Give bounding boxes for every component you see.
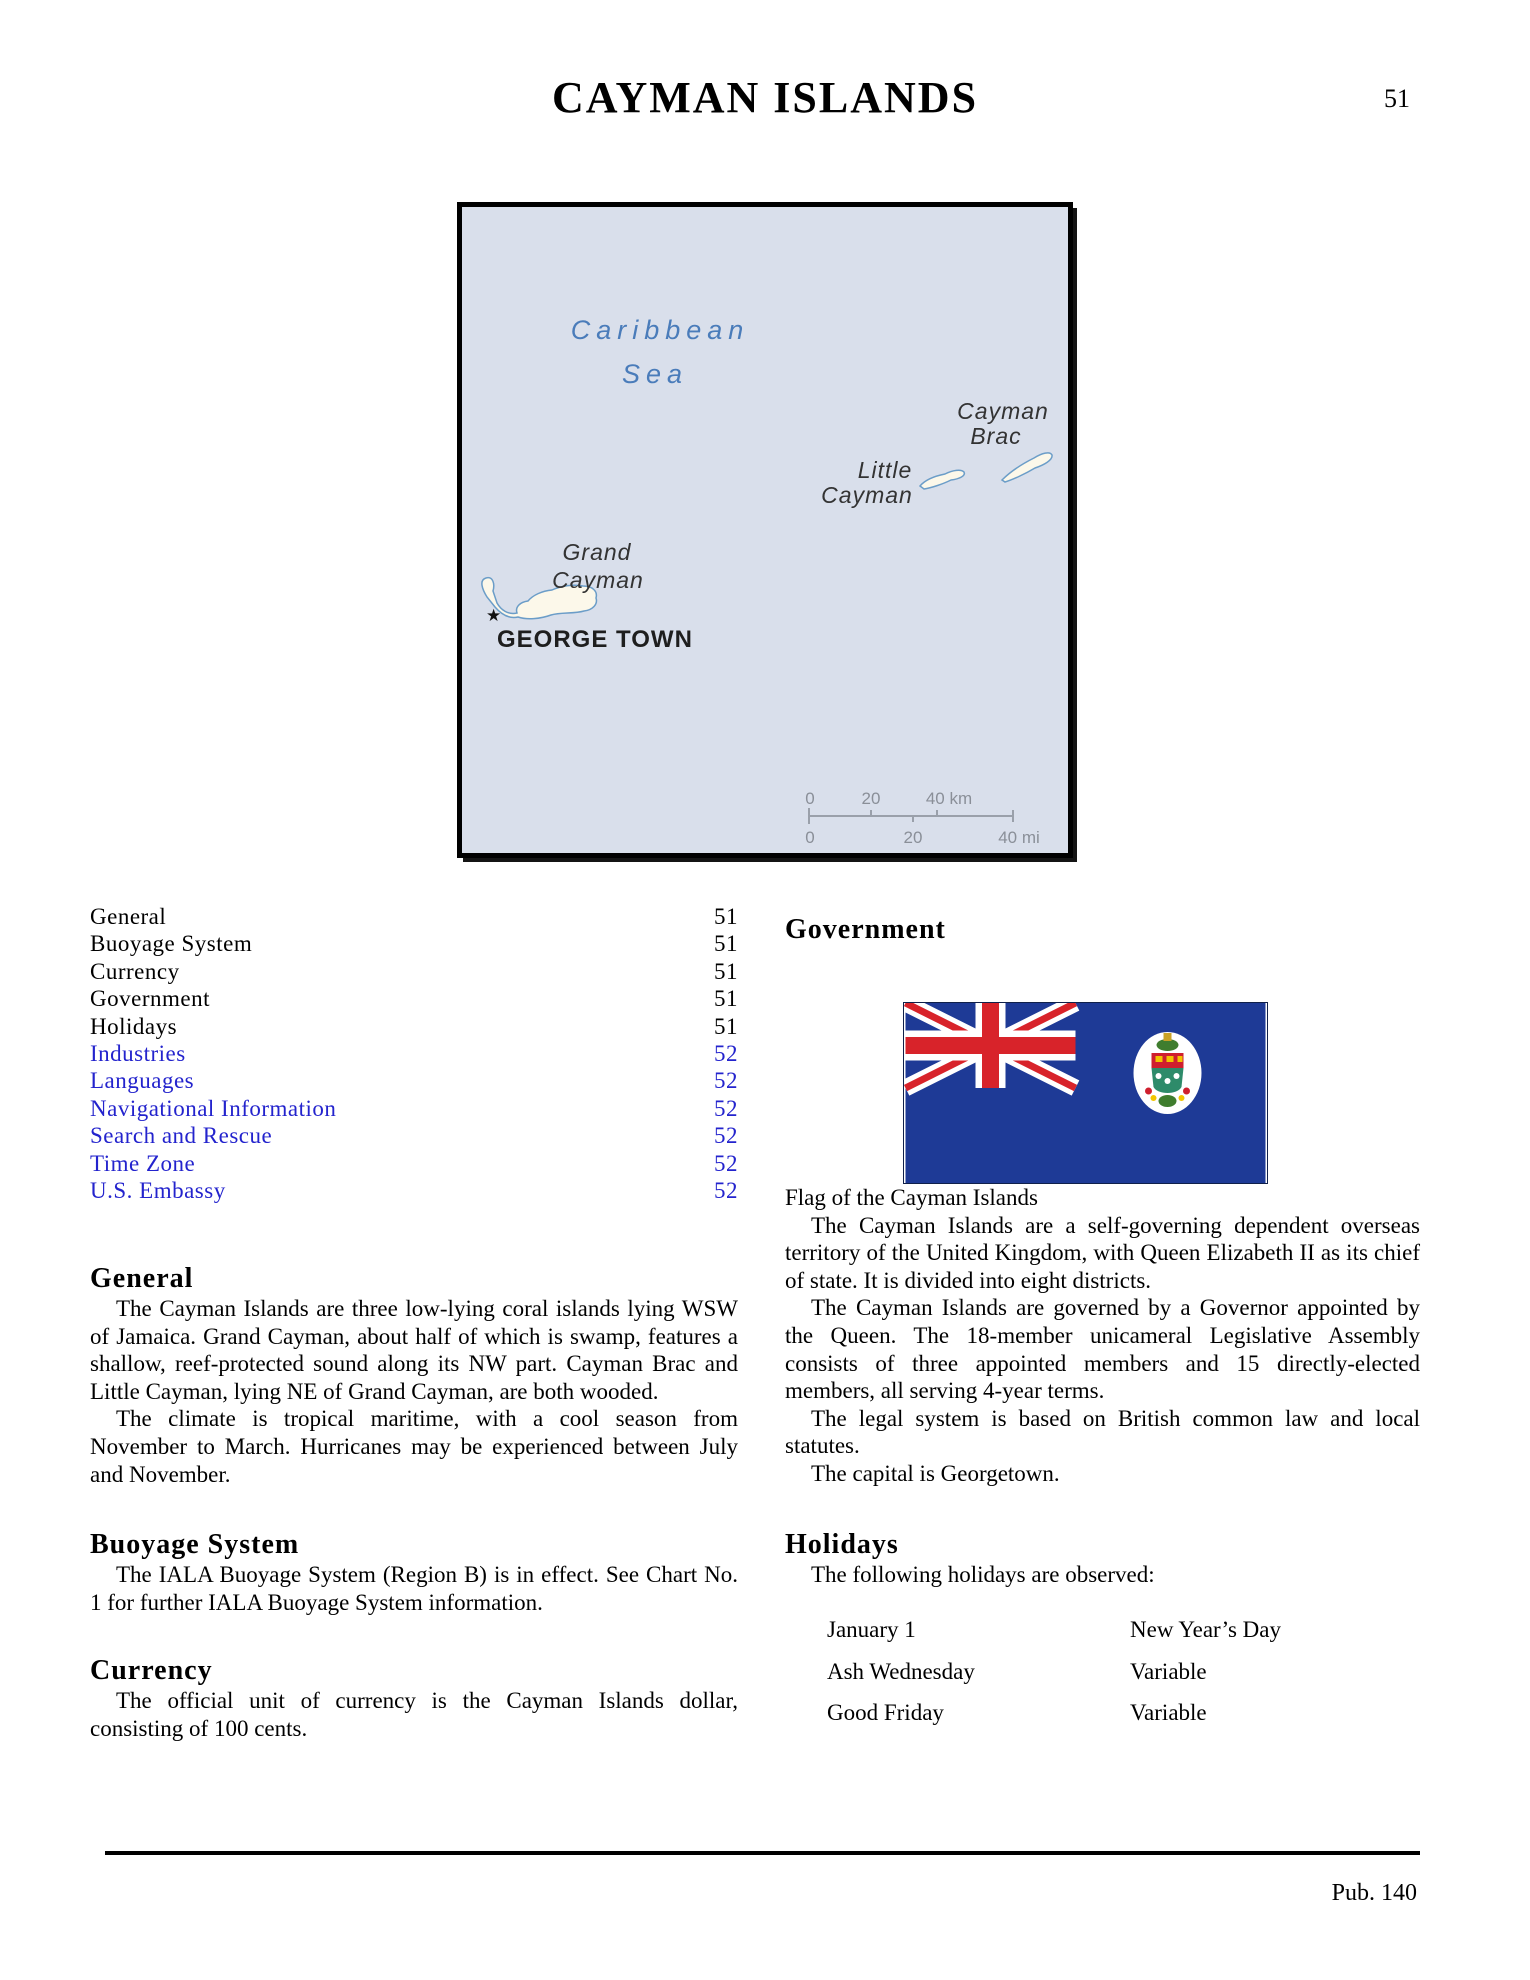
scale-km-40: 40 km xyxy=(925,789,973,808)
general-paragraph-2: The climate is tropical maritime, with a cool season from November to March. Hurricanes may be experienced between July and November. xyxy=(90,1406,738,1487)
map-label-caribbean: Caribbean xyxy=(570,315,750,345)
map-label-grand-cayman-1: Grand xyxy=(562,539,632,565)
toc-item-general: General 51 xyxy=(90,904,738,929)
heading-general: General xyxy=(90,1263,194,1294)
table-of-contents xyxy=(90,903,738,1204)
holiday-row-new-years: January 1 New Year’s Day xyxy=(827,1617,1281,1643)
cayman-brac-island xyxy=(1002,453,1052,482)
map-scale-bar xyxy=(805,789,1040,847)
toc-link-industries[interactable]: Industries 52 xyxy=(90,1041,738,1067)
government-paragraph-2: The Cayman Islands are governed by a Governor appointed by the Queen. The 18-member unicameral Legislative Assembly consists of three appointed members and 15 directly-elected members, all serving 4-year terms. xyxy=(785,1295,1420,1404)
heading-buoyage-system: Buoyage System xyxy=(90,1529,300,1561)
holiday-row-good-friday: Good Friday Variable xyxy=(827,1700,1207,1726)
toc-link-navigational-information[interactable]: Navigational Information 52 xyxy=(90,1095,738,1121)
map-label-grand-cayman-2: Cayman xyxy=(552,567,644,593)
buoyage-paragraph: The IALA Buoyage System (Region B) is in effect. See Chart No. 1 for further IALA Buoyage System information. xyxy=(90,1562,738,1615)
map-label-sea: Sea xyxy=(621,359,689,389)
government-paragraph-1: The Cayman Islands are a self-governing dependent overseas territory of the United Kingdom, with Queen Elizabeth II as its chief of state. It is divided into eight districts. xyxy=(785,1212,1420,1293)
heading-holidays: Holidays xyxy=(785,1528,899,1560)
map-image xyxy=(462,207,1068,853)
flag-caption: Flag of the Cayman Islands xyxy=(785,1185,1038,1210)
scale-km-0: 0 xyxy=(805,789,815,808)
george-town-star-icon: ★ xyxy=(486,606,502,625)
cayman-flag xyxy=(903,1002,1268,1184)
footer-divider xyxy=(105,1851,1420,1855)
toc-link-languages[interactable]: Languages 52 xyxy=(90,1068,738,1094)
holidays-intro: The following holidays are observed: xyxy=(811,1561,1155,1587)
heading-government: Government xyxy=(785,914,946,945)
toc-item-holidays: Holidays 51 xyxy=(90,1013,738,1039)
toc-link-search-and-rescue[interactable]: Search and Rescue 52 xyxy=(90,1123,738,1149)
right-column xyxy=(785,905,1420,1741)
toc-item-buoyage-system: Buoyage System 51 xyxy=(90,931,738,957)
page-number: 51 xyxy=(1384,84,1410,113)
cayman-flag-image xyxy=(903,1002,1268,1184)
holiday-table xyxy=(785,1616,1420,1727)
map-label-cayman-brac-1: Cayman xyxy=(957,398,1049,424)
map-label-george-town: GEORGE TOWN xyxy=(497,626,693,653)
cayman-islands-map xyxy=(457,202,1073,858)
toc-item-government: Government 51 xyxy=(90,986,738,1012)
general-paragraph-1: The Cayman Islands are three low-lying coral islands lying WSW of Jamaica. Grand Cayman, about half of which is swamp, features a shallow, reef-protected sound along its NW part. Cayman Brac and Little Cayman, lying NE of Grand Cayman, are both wooded. xyxy=(90,1296,738,1404)
map-label-cayman-brac-2: Brac xyxy=(970,423,1022,449)
scale-mi-40: 40 mi xyxy=(998,828,1040,847)
scale-mi-20: 20 xyxy=(903,828,923,847)
toc-link-time-zone[interactable]: Time Zone 52 xyxy=(90,1150,738,1176)
footer-publication: Pub. 140 xyxy=(1331,1880,1417,1906)
scale-mi-0: 0 xyxy=(805,828,815,847)
government-paragraph-3: The legal system is based on British common law and local statutes. xyxy=(785,1405,1420,1459)
map-label-little-cayman-1: Little xyxy=(857,457,913,483)
left-column xyxy=(90,1204,738,1743)
heading-currency: Currency xyxy=(90,1655,213,1687)
map-label-little-cayman-2: Cayman xyxy=(821,482,913,508)
toc-link-us-embassy[interactable]: U.S. Embassy 52 xyxy=(90,1178,738,1204)
holiday-row-ash-wednesday: Ash Wednesday Variable xyxy=(827,1658,1207,1684)
page-title: CAYMAN ISLANDS xyxy=(551,73,979,122)
scale-km-20: 20 xyxy=(861,789,881,808)
little-cayman-island xyxy=(920,470,964,489)
government-paragraph-4: The capital is Georgetown. xyxy=(811,1460,1060,1486)
toc-item-currency: Currency 51 xyxy=(90,958,738,984)
union-jack-canton xyxy=(906,1003,1076,1088)
coat-of-arms xyxy=(1134,1032,1202,1114)
currency-paragraph: The official unit of currency is the Cayman Islands dollar, consisting of 100 cents. xyxy=(90,1688,738,1741)
